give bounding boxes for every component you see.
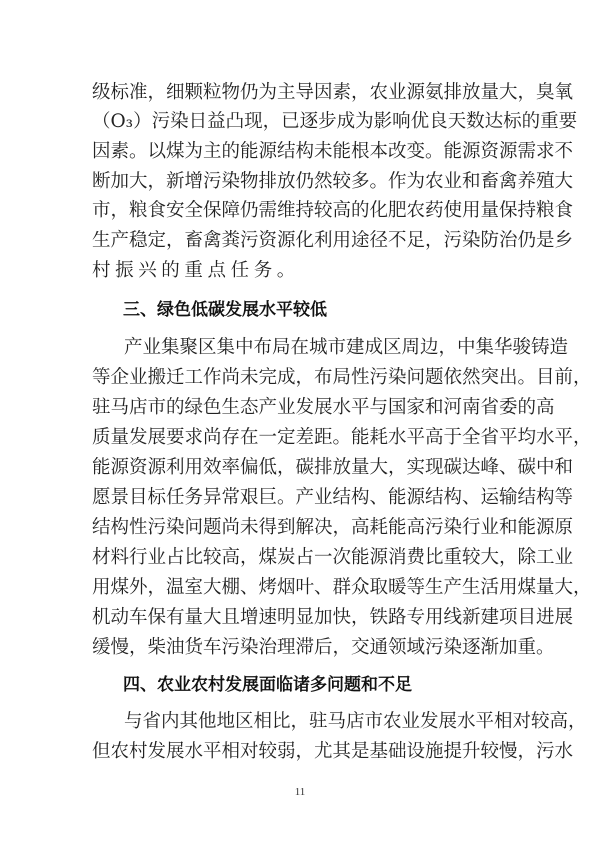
text-line: 能源资源利用效率偏低，碳排放量大，实现碳达峰、碳中和 bbox=[92, 457, 574, 478]
text-line: 材料行业占比较高，煤炭占一次能源消费比重较大，除工业 bbox=[92, 547, 574, 568]
text-line: 级标准，细颗粒物仍为主导因素，农业源氨排放量大，臭氧 bbox=[92, 82, 574, 103]
text-line: 村振兴的重点任务。 bbox=[92, 260, 300, 281]
text-line: 用煤外，温室大棚、烤烟叶、群众取暖等生产生活用煤量大， bbox=[92, 577, 592, 598]
text-line: 驻马店市的绿色生态产业发展水平与国家和河南省委的高 bbox=[92, 397, 555, 418]
text-line: 愿景目标任务异常艰巨。产业结构、能源结构、运输结构等 bbox=[92, 487, 574, 508]
text-line: 质量发展要求尚存在一定差距。能耗水平高于全省平均水平， bbox=[92, 427, 592, 448]
text-line: 等企业搬迁工作尚未完成，布局性污染问题依然突出。目前， bbox=[92, 367, 592, 388]
section-heading-4: 四、农业农村发展面临诸多问题和不足 bbox=[123, 675, 412, 695]
text-line: 缓慢，柴油货车污染治理滞后，交通领域污染逐渐加重。 bbox=[92, 637, 555, 658]
page-number: 11 bbox=[294, 786, 306, 798]
text-line: 但农村发展水平相对较弱，尤其是基础设施提升较慢，污水 bbox=[92, 741, 574, 762]
text-line: 生产稳定，畜禽粪污资源化利用途径不足，污染防治仍是乡 bbox=[92, 230, 574, 251]
text-line: 断加大，新增污染物排放仍然较多。作为农业和畜禽养殖大 bbox=[92, 171, 574, 192]
text-line: 产业集聚区集中布局在城市建成区周边，中集华骏铸造 bbox=[124, 337, 569, 358]
text-line: 因素。以煤为主的能源结构未能根本改变。能源资源需求不 bbox=[92, 141, 574, 162]
text-line: 结构性污染问题尚未得到解决，高耗能高污染行业和能源原 bbox=[92, 517, 574, 538]
text-line: 市，粮食安全保障仍需维持较高的化肥农药使用量保持粮食 bbox=[92, 200, 574, 221]
text-line: 机动车保有量大且增速明显加快，铁路专用线新建项目进展 bbox=[92, 607, 574, 628]
section-heading-3: 三、绿色低碳发展水平较低 bbox=[123, 300, 327, 320]
text-line: （O₃）污染日益凸现，已逐步成为影响优良天数达标的重要 bbox=[92, 111, 578, 132]
text-line: 与省内其他地区相比，驻马店市农业发展水平相对较高， bbox=[124, 711, 587, 732]
